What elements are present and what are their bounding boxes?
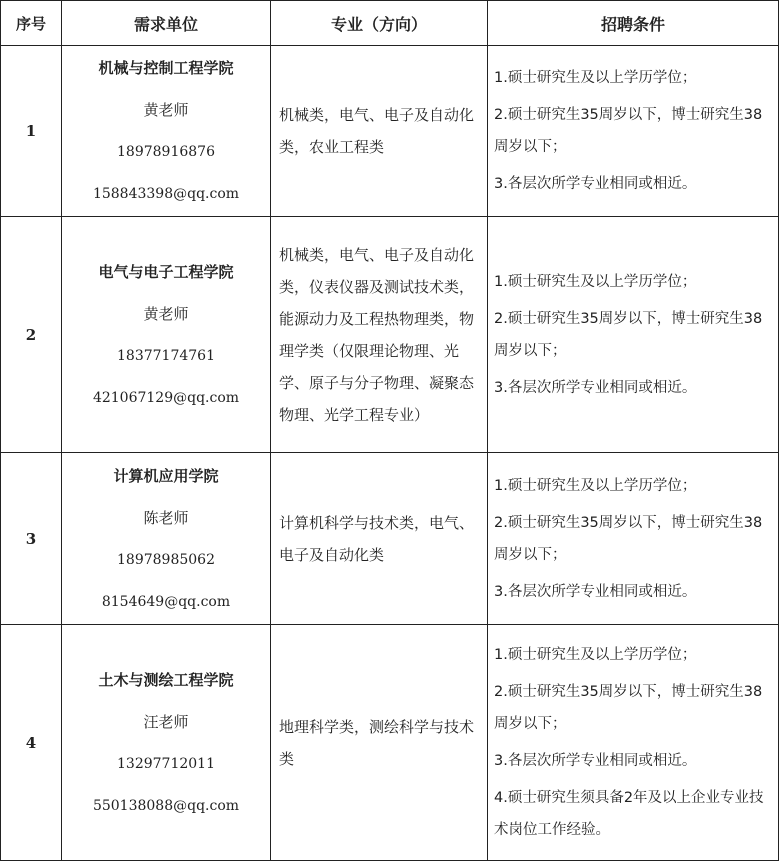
header-unit: 需求单位 [62,1,271,46]
contact-name: 陈老师 [143,508,189,527]
major-cell [271,625,488,861]
conditions-cell [488,46,779,217]
row-number: 3 [1,453,62,625]
major-text: 地理科学类，测绘科学与技术类 [279,717,475,768]
contact-email: 550138088@qq.com [92,797,240,814]
table-row [1,453,779,625]
header-major: 专业（方向） [271,1,488,46]
row-number: 2 [1,217,62,453]
unit-name: 机械与控制工程学院 [98,59,234,77]
condition-item: 3.各层次所学专业相同或相近。 [494,379,697,396]
contact-phone: 18978985062 [117,551,215,568]
header-row [1,1,779,46]
unit-name: 土木与测绘工程学院 [98,670,234,689]
condition-item: 2.硕士研究生35周岁以下，博士研究生38周岁以下； [494,107,763,155]
condition-item: 3.各层次所学专业相同或相近。 [494,176,697,192]
contact-email: 8154649@qq.com [101,593,231,610]
condition-item: 1.硕士研究生及以上学历学位； [494,273,697,290]
condition-item: 2.硕士研究生35周岁以下，博士研究生38周岁以下； [494,310,763,359]
condition-item: 1.硕士研究生及以上学历学位； [494,70,697,86]
major-text: 机械类，电气、电子及自动化类，农业工程类 [279,106,475,156]
condition-item: 1.硕士研究生及以上学历学位； [494,647,697,663]
condition-item: 4.硕士研究生须具备2年及以上企业专业技术岗位工作经验。 [494,790,764,838]
unit-name: 计算机应用学院 [113,466,219,485]
header-number: 序号 [1,1,62,46]
condition-item: 3.各层次所学专业相同或相近。 [494,753,697,769]
unit-cell [62,453,271,625]
major-cell [271,217,488,453]
contact-phone: 13297712011 [117,755,215,772]
table-row [1,46,779,217]
unit-name: 电气与电子工程学院 [98,262,234,281]
conditions-cell [488,453,779,625]
condition-item: 3.各层次所学专业相同或相近。 [494,583,697,600]
row-number: 1 [1,46,62,217]
unit-cell [62,46,271,217]
contact-phone: 18377174761 [117,347,215,364]
row-number: 4 [1,625,62,861]
condition-item: 1.硕士研究生及以上学历学位； [494,477,697,494]
contact-name: 黄老师 [143,304,189,323]
header-conditions: 招聘条件 [488,1,779,46]
table-row [1,217,779,453]
conditions-cell [488,625,779,861]
condition-item: 2.硕士研究生35周岁以下，博士研究生38周岁以下； [494,514,763,563]
major-cell [271,453,488,625]
major-text: 机械类，电气、电子及自动化类，仪表仪器及测试技术类，能源动力及工程热物理类，物理学类（仅限理论物理、光学、原子与分子物理、凝聚态物理、光学工程专业） [279,245,475,424]
conditions-cell [488,217,779,453]
condition-item: 2.硕士研究生35周岁以下，博士研究生38周岁以下； [494,684,763,732]
contact-name: 黄老师 [143,101,189,119]
major-cell [271,46,488,217]
unit-cell [62,217,271,453]
unit-cell [62,625,271,861]
contact-email: 421067129@qq.com [92,389,240,406]
major-text: 计算机科学与技术类，电气、电子及自动化类 [279,513,475,564]
contact-name: 汪老师 [143,712,189,731]
contact-email: 158843398@qq.com [92,186,240,202]
table-row [1,625,779,861]
contact-phone: 18978916876 [117,144,215,160]
